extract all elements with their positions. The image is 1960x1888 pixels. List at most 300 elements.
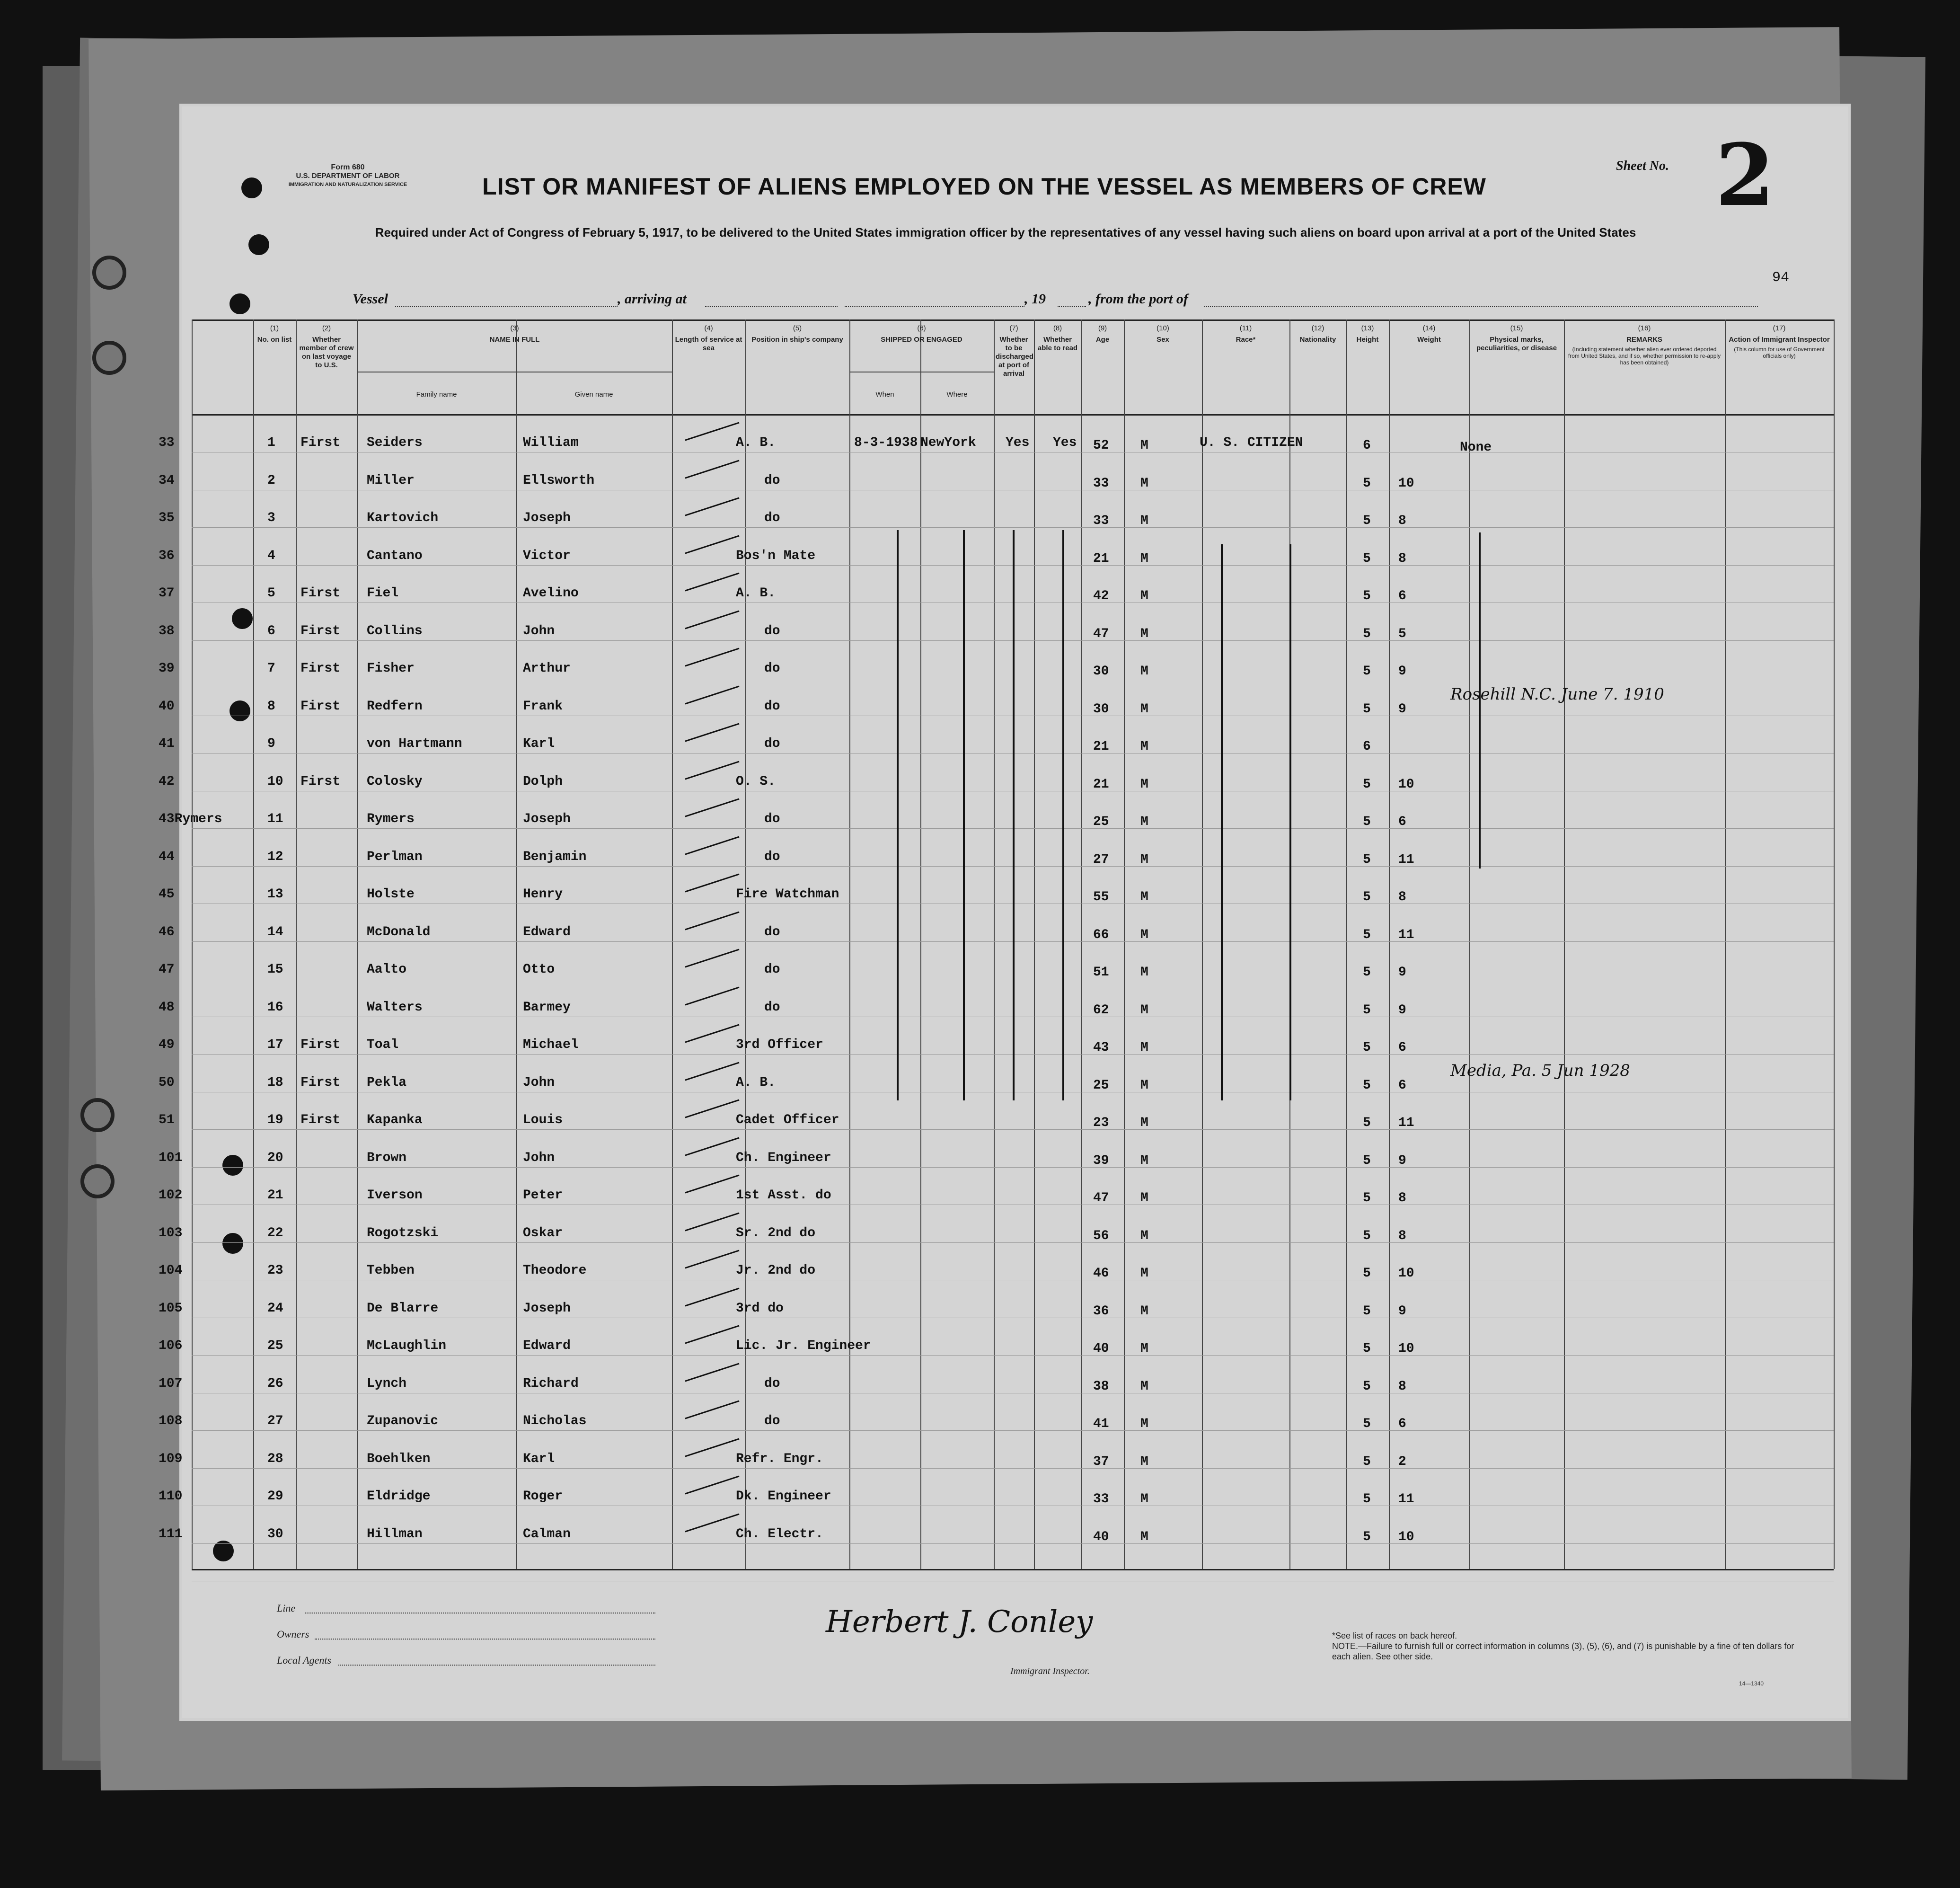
service-tick-mark bbox=[685, 1212, 739, 1231]
column-divider bbox=[994, 319, 995, 1569]
read-cell: Yes bbox=[1053, 435, 1077, 450]
position-cell: 3rd do bbox=[736, 1301, 784, 1316]
service-tick-mark bbox=[685, 874, 739, 893]
family-name-cell: Zupanovic bbox=[367, 1414, 439, 1428]
family-name-cell: Fisher bbox=[367, 661, 415, 676]
family-name-cell: Hillman bbox=[367, 1526, 423, 1542]
col7-header: Whether to be discharged at port of arrival bbox=[996, 336, 1034, 378]
given-name-cell: Avelino bbox=[523, 586, 579, 601]
list-number: 22 bbox=[267, 1225, 283, 1241]
col3-header: NAME IN FULL bbox=[489, 336, 540, 344]
sex-cell: M bbox=[1140, 664, 1148, 679]
discharged-cell: Yes bbox=[1006, 435, 1030, 450]
col5-header: Position in ship's company bbox=[751, 336, 843, 344]
line-number: 41 bbox=[159, 736, 175, 751]
line-number: 33 bbox=[159, 435, 175, 450]
position-cell: do bbox=[764, 623, 780, 638]
service-tick-mark bbox=[685, 836, 739, 855]
position-cell: Cadet Officer bbox=[736, 1113, 839, 1127]
age-cell: 40 bbox=[1093, 1341, 1109, 1356]
list-number: 2 bbox=[267, 473, 275, 488]
service-tick-mark bbox=[685, 1363, 739, 1382]
col12-header: Nationality bbox=[1299, 336, 1336, 344]
list-number: 8 bbox=[267, 699, 275, 714]
printer-mark: 14—1340 bbox=[1739, 1680, 1764, 1687]
service-tick-mark bbox=[685, 1250, 739, 1269]
col11-header: Race* bbox=[1236, 336, 1256, 344]
list-number: 3 bbox=[267, 511, 275, 525]
column-divider bbox=[1202, 319, 1203, 1569]
col6-when-subheader: When bbox=[875, 390, 894, 399]
table-top-border bbox=[192, 319, 1834, 321]
page-subtitle: Required under Act of Congress of February 5, 1917, to be delivered to the United States immigration officer by the representatives of any vessel having such aliens on board upon arrival at a port of the United States bbox=[375, 225, 1636, 239]
given-name-cell: John bbox=[523, 1150, 555, 1165]
column-divider bbox=[516, 319, 517, 1569]
family-name-cell: Seiders bbox=[367, 435, 423, 450]
from-port-label: , from the port of bbox=[1088, 291, 1188, 307]
weight-cell: 10 bbox=[1398, 1341, 1414, 1356]
table-bottom-border bbox=[192, 1569, 1834, 1570]
height-cell: 5 bbox=[1363, 1191, 1371, 1205]
col17-number: (17) bbox=[1773, 324, 1786, 332]
position-cell: A. B. bbox=[736, 435, 776, 450]
age-cell: 25 bbox=[1093, 1078, 1109, 1093]
height-cell: 5 bbox=[1363, 1529, 1371, 1544]
list-number: 12 bbox=[267, 849, 283, 864]
position-cell: do bbox=[764, 962, 780, 977]
position-cell: Ch. Engineer bbox=[736, 1150, 831, 1165]
weight-cell: 11 bbox=[1398, 1116, 1414, 1130]
stamp-number: 94 bbox=[1772, 270, 1790, 286]
height-cell: 5 bbox=[1363, 1002, 1371, 1018]
line-number: 109 bbox=[159, 1451, 183, 1466]
sex-cell: M bbox=[1140, 1341, 1148, 1356]
service-tick-mark bbox=[685, 685, 739, 704]
col15-number: (15) bbox=[1510, 324, 1523, 332]
age-cell: 25 bbox=[1093, 815, 1109, 829]
sex-cell: M bbox=[1140, 551, 1148, 566]
weight-cell: 11 bbox=[1398, 1492, 1414, 1507]
given-name-cell: Nicholas bbox=[523, 1414, 587, 1428]
given-name-cell: John bbox=[523, 623, 555, 638]
line-number: 106 bbox=[159, 1338, 183, 1353]
sex-cell: M bbox=[1140, 476, 1148, 491]
family-name-cell: Redfern bbox=[367, 699, 423, 714]
col16-header: REMARKS bbox=[1626, 336, 1662, 344]
page-title: LIST OR MANIFEST OF ALIENS EMPLOYED ON THE VESSEL AS MEMBERS OF CREW bbox=[482, 173, 1486, 200]
service-tick-mark bbox=[685, 1476, 739, 1495]
ditto-line bbox=[1013, 530, 1015, 1100]
owners-label: Owners bbox=[277, 1628, 309, 1640]
age-cell: 21 bbox=[1093, 551, 1109, 566]
family-name-cell: Cantano bbox=[367, 548, 423, 563]
line-number: 108 bbox=[159, 1414, 183, 1428]
position-cell: A. B. bbox=[736, 586, 776, 601]
form-number: Form 680 bbox=[331, 163, 365, 171]
age-cell: 33 bbox=[1093, 476, 1109, 491]
last-voyage-cell: First bbox=[300, 699, 341, 714]
penalty-note: NOTE.—Failure to furnish full or correct information in columns (3), (5), (6), and (7) is punishable by a fine of ten dollars for each alien. See other side. bbox=[1332, 1641, 1794, 1661]
age-cell: 66 bbox=[1093, 927, 1109, 942]
shipped-where-cell: NewYork bbox=[920, 435, 976, 450]
position-cell: do bbox=[764, 736, 780, 751]
family-name-cell: Collins bbox=[367, 623, 423, 638]
height-cell: 5 bbox=[1363, 514, 1371, 528]
line-number: 43Rymers bbox=[159, 812, 222, 826]
family-name-cell: McDonald bbox=[367, 924, 431, 940]
col14-header: Weight bbox=[1417, 336, 1441, 344]
given-name-cell: Henry bbox=[523, 887, 563, 902]
height-cell: 5 bbox=[1363, 927, 1371, 942]
line-number: 40 bbox=[159, 699, 175, 714]
family-name-cell: Walters bbox=[367, 1000, 423, 1015]
position-cell: O. S. bbox=[736, 774, 776, 789]
age-cell: 30 bbox=[1093, 701, 1109, 717]
given-name-cell: Edward bbox=[523, 1338, 571, 1353]
weight-cell: 9 bbox=[1398, 965, 1406, 980]
punch-hole-icon bbox=[241, 177, 262, 198]
list-number: 14 bbox=[267, 924, 283, 940]
col1-header: No. on list bbox=[257, 336, 292, 344]
line-number: 50 bbox=[159, 1075, 175, 1090]
ditto-line bbox=[1221, 544, 1223, 1100]
age-cell: 38 bbox=[1093, 1379, 1109, 1394]
family-name-cell: von Hartmann bbox=[367, 736, 462, 751]
race-nationality-cell: U. S. CITIZEN bbox=[1200, 435, 1303, 450]
service-tick-mark bbox=[685, 798, 739, 817]
service-tick-mark bbox=[685, 911, 739, 930]
given-name-cell: Arthur bbox=[523, 661, 571, 676]
service-tick-mark bbox=[685, 1287, 739, 1306]
age-cell: 41 bbox=[1093, 1417, 1109, 1431]
weight-cell: 6 bbox=[1398, 1078, 1406, 1093]
sex-cell: M bbox=[1140, 890, 1148, 904]
given-name-cell: Dolph bbox=[523, 774, 563, 789]
family-name-cell: Pekla bbox=[367, 1075, 407, 1090]
sex-cell: M bbox=[1140, 1492, 1148, 1507]
age-cell: 56 bbox=[1093, 1228, 1109, 1243]
family-name-cell: Perlman bbox=[367, 849, 423, 864]
form-department: U.S. DEPARTMENT OF LABOR bbox=[296, 172, 400, 180]
col3-given-subheader: Given name bbox=[574, 390, 613, 399]
row-rule bbox=[192, 1167, 1834, 1168]
given-name-cell: Peter bbox=[523, 1188, 563, 1203]
form-service: IMMIGRATION AND NATURALIZATION SERVICE bbox=[288, 182, 407, 187]
sex-cell: M bbox=[1140, 589, 1148, 603]
date-field bbox=[845, 306, 1024, 307]
line-number: 101 bbox=[159, 1150, 183, 1165]
col9-number: (9) bbox=[1098, 324, 1107, 332]
weight-cell: 11 bbox=[1398, 927, 1414, 942]
races-note: *See list of races on back hereof. bbox=[1332, 1631, 1457, 1640]
given-name-cell: Richard bbox=[523, 1376, 579, 1391]
position-cell: do bbox=[764, 849, 780, 864]
position-cell: Fire Watchman bbox=[736, 887, 839, 902]
manifest-sheet bbox=[159, 106, 1848, 1718]
ditto-line bbox=[963, 530, 965, 1100]
line-number: 104 bbox=[159, 1263, 183, 1278]
last-voyage-cell: First bbox=[300, 1037, 341, 1052]
arriving-label: , arriving at bbox=[618, 291, 687, 307]
height-cell: 5 bbox=[1363, 626, 1371, 641]
height-cell: 5 bbox=[1363, 1379, 1371, 1394]
sex-cell: M bbox=[1140, 1040, 1148, 1055]
weight-cell: 9 bbox=[1398, 701, 1406, 717]
column-divider bbox=[1469, 319, 1470, 1569]
position-cell: do bbox=[764, 812, 780, 826]
ditto-line bbox=[1479, 532, 1481, 869]
list-number: 26 bbox=[267, 1376, 283, 1391]
row-rule bbox=[192, 1543, 1834, 1544]
local-agents-label: Local Agents bbox=[277, 1654, 332, 1666]
remarks-handwritten: Rosehill N.C. June 7. 1910 bbox=[1450, 684, 1664, 704]
sex-cell: M bbox=[1140, 1002, 1148, 1018]
crew-table bbox=[159, 319, 1848, 1569]
line-number: 107 bbox=[159, 1376, 183, 1391]
family-name-cell: Eldridge bbox=[367, 1489, 431, 1504]
inspector-signature: Herbert J. Conley bbox=[826, 1604, 1093, 1640]
column-divider bbox=[1564, 319, 1565, 1569]
line-label: Line bbox=[277, 1602, 296, 1614]
line-number: 44 bbox=[159, 849, 175, 864]
position-cell: 1st Asst. do bbox=[736, 1188, 831, 1203]
column-divider bbox=[1725, 319, 1726, 1569]
age-cell: 21 bbox=[1093, 739, 1109, 754]
family-name-cell: McLaughlin bbox=[367, 1338, 447, 1353]
family-name-cell: Fiel bbox=[367, 586, 399, 601]
sex-cell: M bbox=[1140, 1153, 1148, 1168]
list-number: 30 bbox=[267, 1526, 283, 1542]
sex-cell: M bbox=[1140, 1379, 1148, 1394]
age-cell: 33 bbox=[1093, 1492, 1109, 1507]
given-name-cell: Victor bbox=[523, 548, 571, 563]
punch-hole-icon bbox=[230, 293, 250, 314]
service-tick-mark bbox=[685, 986, 739, 1005]
height-cell: 5 bbox=[1363, 1228, 1371, 1243]
service-tick-mark bbox=[685, 1137, 739, 1156]
list-number: 7 bbox=[267, 661, 275, 676]
list-number: 5 bbox=[267, 586, 275, 601]
age-cell: 52 bbox=[1093, 438, 1109, 453]
height-cell: 5 bbox=[1363, 852, 1371, 867]
service-tick-mark bbox=[685, 610, 739, 629]
column-divider bbox=[1034, 319, 1035, 1569]
list-number: 10 bbox=[267, 774, 283, 789]
weight-cell: 5 bbox=[1398, 626, 1406, 641]
list-number: 4 bbox=[267, 548, 275, 563]
col2-number: (2) bbox=[322, 324, 331, 332]
sex-cell: M bbox=[1140, 1078, 1148, 1093]
col3-number: (3) bbox=[510, 324, 519, 332]
position-cell: Dk. Engineer bbox=[736, 1489, 831, 1504]
col16-subheader: (Including statement whether alien ever ordered deported from United States, and if so, whether permission to re-apply has been obtained) bbox=[1568, 346, 1721, 366]
given-name-cell: Frank bbox=[523, 699, 563, 714]
col12-number: (12) bbox=[1311, 324, 1324, 332]
line-number: 51 bbox=[159, 1113, 175, 1127]
family-name-cell: Boehlken bbox=[367, 1451, 431, 1466]
list-number: 28 bbox=[267, 1451, 283, 1466]
service-tick-mark bbox=[685, 422, 739, 441]
service-tick-mark bbox=[685, 573, 739, 592]
position-cell: do bbox=[764, 699, 780, 714]
service-tick-mark bbox=[685, 761, 739, 780]
service-tick-mark bbox=[685, 1400, 739, 1419]
col8-header: Whether able to read bbox=[1037, 336, 1078, 352]
line-number: 34 bbox=[159, 473, 175, 488]
age-cell: 62 bbox=[1093, 1002, 1109, 1018]
line-number: 35 bbox=[159, 511, 175, 525]
col15-header: Physical marks, peculiarities, or disease bbox=[1476, 336, 1557, 352]
list-number: 15 bbox=[267, 962, 283, 977]
weight-cell: 9 bbox=[1398, 664, 1406, 679]
family-name-cell: Toal bbox=[367, 1037, 399, 1052]
family-name-cell: Brown bbox=[367, 1150, 407, 1165]
last-voyage-cell: First bbox=[300, 623, 341, 638]
weight-cell: 10 bbox=[1398, 476, 1414, 491]
list-number: 13 bbox=[267, 887, 283, 902]
list-number: 19 bbox=[267, 1113, 283, 1127]
column-divider bbox=[672, 319, 673, 1569]
sex-cell: M bbox=[1140, 815, 1148, 829]
height-cell: 5 bbox=[1363, 1492, 1371, 1507]
height-cell: 5 bbox=[1363, 1417, 1371, 1431]
service-tick-mark bbox=[685, 648, 739, 667]
age-cell: 36 bbox=[1093, 1303, 1109, 1319]
family-name-cell: Lynch bbox=[367, 1376, 407, 1391]
list-number: 18 bbox=[267, 1075, 283, 1090]
binder-ring-icon bbox=[80, 1098, 115, 1132]
weight-cell: 10 bbox=[1398, 777, 1414, 792]
binder-ring-icon bbox=[92, 341, 126, 375]
height-cell: 5 bbox=[1363, 1116, 1371, 1130]
service-tick-mark bbox=[685, 1175, 739, 1194]
weight-cell: 9 bbox=[1398, 1002, 1406, 1018]
inspector-label: Immigrant Inspector. bbox=[1010, 1666, 1090, 1676]
line-number: 45 bbox=[159, 887, 175, 902]
weight-cell: 10 bbox=[1398, 1529, 1414, 1544]
list-number: 29 bbox=[267, 1489, 283, 1504]
col1-number: (1) bbox=[270, 324, 279, 332]
list-number: 25 bbox=[267, 1338, 283, 1353]
age-cell: 37 bbox=[1093, 1454, 1109, 1469]
binder-ring-icon bbox=[92, 256, 126, 290]
service-tick-mark bbox=[685, 723, 739, 742]
row-rule bbox=[192, 527, 1834, 528]
column-divider bbox=[296, 319, 297, 1569]
vessel-label: Vessel bbox=[353, 291, 388, 307]
sex-cell: M bbox=[1140, 1228, 1148, 1243]
sex-cell: M bbox=[1140, 1116, 1148, 1130]
sex-cell: M bbox=[1140, 965, 1148, 980]
year-label: , 19 bbox=[1024, 291, 1046, 307]
line-number: 102 bbox=[159, 1188, 183, 1203]
sex-cell: M bbox=[1140, 927, 1148, 942]
position-cell: 3rd Officer bbox=[736, 1037, 823, 1052]
line-number: 38 bbox=[159, 623, 175, 638]
list-number: 1 bbox=[267, 435, 275, 450]
family-name-cell: Colosky bbox=[367, 774, 423, 789]
remarks-handwritten: Media, Pa. 5 Jun 1928 bbox=[1450, 1061, 1630, 1080]
given-name-cell: Calman bbox=[523, 1526, 571, 1542]
family-name-cell: Rogotzski bbox=[367, 1225, 439, 1241]
year-field bbox=[1058, 306, 1086, 307]
age-cell: 51 bbox=[1093, 965, 1109, 980]
position-cell: Sr. 2nd do bbox=[736, 1225, 816, 1241]
age-cell: 39 bbox=[1093, 1153, 1109, 1168]
col16-number: (16) bbox=[1638, 324, 1651, 332]
col4-header: Length of service at sea bbox=[675, 336, 742, 352]
service-tick-mark bbox=[685, 1062, 739, 1081]
age-cell: 46 bbox=[1093, 1266, 1109, 1281]
weight-cell: 8 bbox=[1398, 1228, 1406, 1243]
position-cell: do bbox=[764, 473, 780, 488]
list-number: 21 bbox=[267, 1188, 283, 1203]
family-name-cell: Holste bbox=[367, 887, 415, 902]
position-cell: Refr. Engr. bbox=[736, 1451, 823, 1466]
weight-cell: 10 bbox=[1398, 1266, 1414, 1281]
col8-number: (8) bbox=[1053, 324, 1062, 332]
height-cell: 5 bbox=[1363, 476, 1371, 491]
col14-number: (14) bbox=[1422, 324, 1436, 332]
height-cell: 5 bbox=[1363, 890, 1371, 904]
position-cell: do bbox=[764, 1000, 780, 1015]
list-number: 24 bbox=[267, 1301, 283, 1316]
weight-cell: 9 bbox=[1398, 1153, 1406, 1168]
given-name-cell: Karl bbox=[523, 736, 555, 751]
weight-cell: 6 bbox=[1398, 815, 1406, 829]
height-cell: 5 bbox=[1363, 701, 1371, 717]
height-cell: 5 bbox=[1363, 1341, 1371, 1356]
list-number: 16 bbox=[267, 1000, 283, 1015]
height-cell: 5 bbox=[1363, 1040, 1371, 1055]
weight-cell: 8 bbox=[1398, 1191, 1406, 1205]
age-cell: 47 bbox=[1093, 1191, 1109, 1205]
height-cell: 5 bbox=[1363, 1078, 1371, 1093]
given-name-cell: Roger bbox=[523, 1489, 563, 1504]
row-rule bbox=[192, 1242, 1834, 1243]
column-divider bbox=[1346, 319, 1347, 1569]
family-name-cell: Iverson bbox=[367, 1188, 423, 1203]
weight-cell: 8 bbox=[1398, 1379, 1406, 1394]
line-number: 110 bbox=[159, 1489, 183, 1504]
last-voyage-cell: First bbox=[300, 774, 341, 789]
owners-field bbox=[315, 1639, 655, 1640]
service-tick-mark bbox=[685, 497, 739, 516]
column-divider bbox=[1389, 319, 1390, 1569]
column-divider bbox=[1124, 319, 1125, 1569]
height-cell: 5 bbox=[1363, 551, 1371, 566]
family-name-cell: Kapanka bbox=[367, 1113, 423, 1127]
list-number: 9 bbox=[267, 736, 275, 751]
weight-cell: 6 bbox=[1398, 589, 1406, 603]
given-name-cell: Theodore bbox=[523, 1263, 587, 1278]
position-cell: do bbox=[764, 511, 780, 525]
col11-number: (11) bbox=[1239, 324, 1252, 332]
line-number: 42 bbox=[159, 774, 175, 789]
col13-header: Height bbox=[1356, 336, 1379, 344]
col10-header: Sex bbox=[1157, 336, 1169, 344]
last-voyage-cell: First bbox=[300, 1075, 341, 1090]
age-cell: 33 bbox=[1093, 514, 1109, 528]
given-name-cell: John bbox=[523, 1075, 555, 1090]
col3-family-subheader: Family name bbox=[416, 390, 457, 399]
list-number: 20 bbox=[267, 1150, 283, 1165]
vessel-field bbox=[395, 306, 618, 307]
sheet-label: Sheet No. bbox=[1616, 159, 1669, 173]
col17-subheader: (This column for use of Government officials only) bbox=[1734, 346, 1825, 359]
col6-number: (6) bbox=[917, 324, 926, 332]
position-cell: A. B. bbox=[736, 1075, 776, 1090]
